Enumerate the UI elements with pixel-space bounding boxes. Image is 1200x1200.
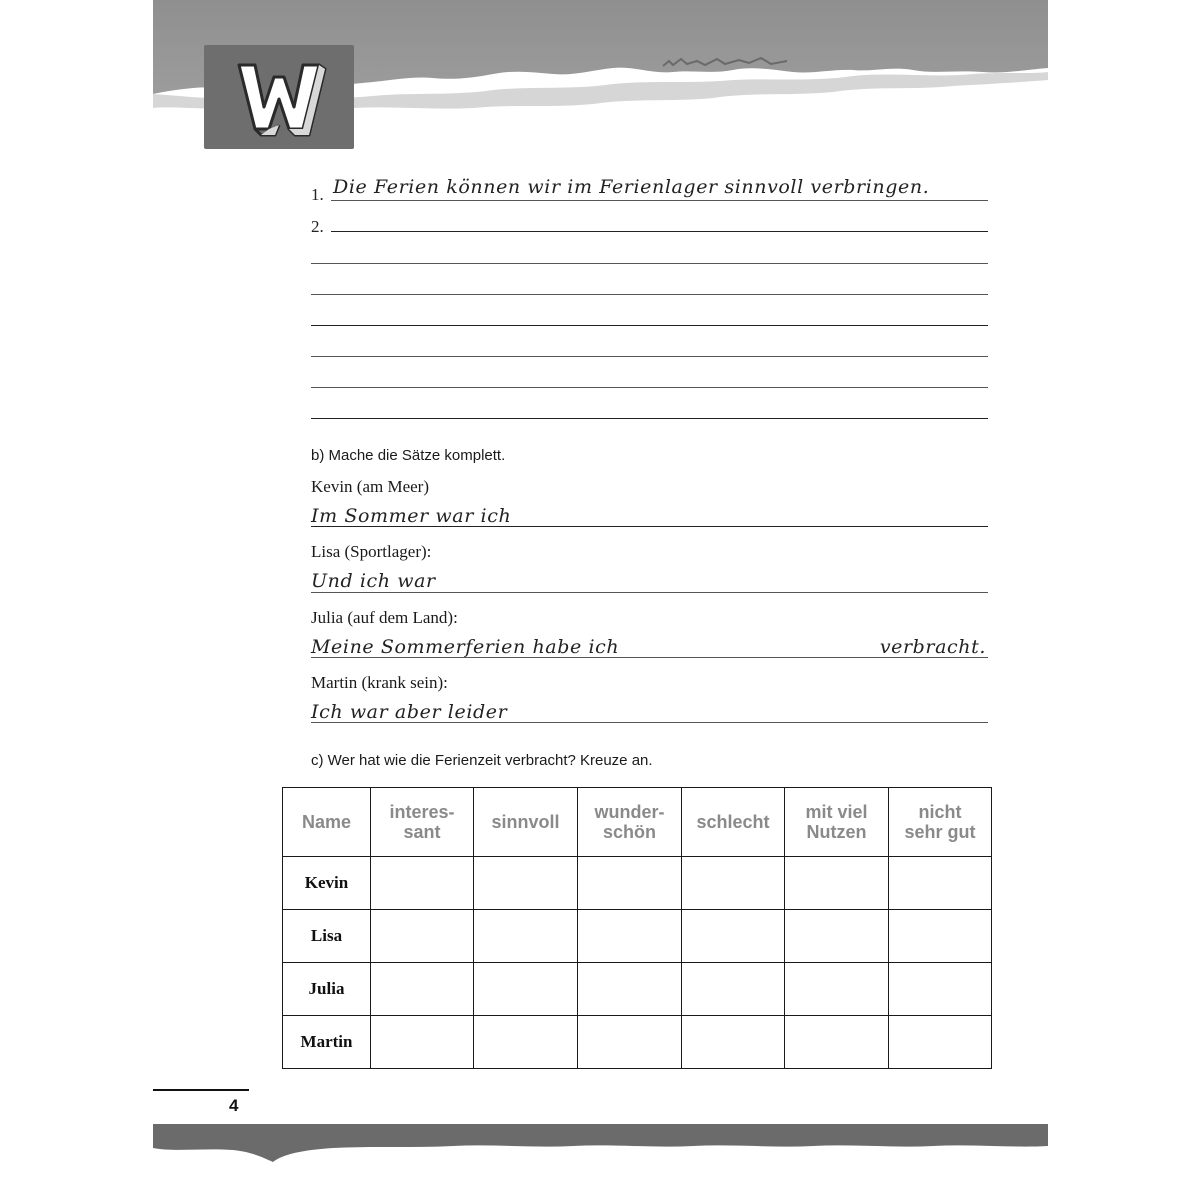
answer-line-1-text: Die Ferien können wir im Ferienlager sinnvoll verbringen. [333,176,930,198]
table-header-row [283,788,992,857]
header-mit-viel-nutzen: mit viel Nutzen [785,788,889,857]
answer-line-2[interactable] [331,231,988,232]
checkbox-cell[interactable] [474,857,578,910]
person-label-lisa: Lisa (Sportlager): [311,542,432,561]
w-letter-icon [231,55,327,139]
row-name-martin: Martin [283,1016,371,1069]
person-label-martin: Martin (krank sein): [311,673,448,692]
checkbox-cell[interactable] [578,857,682,910]
writing-line[interactable] [311,356,988,357]
checkbox-cell[interactable] [889,910,992,963]
checkbox-cell[interactable] [474,910,578,963]
checkbox-cell[interactable] [785,1016,889,1069]
header-nicht-sehr-gut: nicht sehr gut [889,788,992,857]
writing-line[interactable] [311,263,988,264]
answer-line-kevin[interactable] [311,526,988,527]
table-row [283,1016,992,1069]
row-name-kevin: Kevin [283,857,371,910]
person-label-kevin: Kevin (am Meer) [311,477,430,496]
checkbox-cell[interactable] [371,963,474,1016]
table-row [283,910,992,963]
answer-line-julia[interactable] [311,657,988,658]
checkbox-cell[interactable] [682,857,785,910]
footer-banner [153,1118,1048,1168]
answer-line-lisa[interactable] [311,592,988,593]
checkbox-cell[interactable] [578,963,682,1016]
sentence-end-julia: verbracht. [879,636,986,658]
checkbox-cell[interactable] [474,1016,578,1069]
checkbox-cell[interactable] [682,963,785,1016]
holiday-rating-table [282,787,992,1069]
writing-line[interactable] [311,325,988,326]
header-interessant: interes- sant [371,788,474,857]
answer-line-1[interactable] [331,200,988,201]
w-logo [204,45,354,149]
header-sinnvoll: sinnvoll [474,788,578,857]
checkbox-cell[interactable] [785,857,889,910]
sentence-start-julia: Meine Sommerferien habe ich [311,636,620,658]
instruction-c: c) Wer hat wie die Ferienzeit verbracht? Kreuze an. [311,752,653,769]
checkbox-cell[interactable] [371,910,474,963]
line-number-1: 1. [311,185,324,204]
checkbox-cell[interactable] [682,910,785,963]
table-row [283,963,992,1016]
table-row [283,857,992,910]
checkbox-cell[interactable] [785,963,889,1016]
workbook-page [153,0,1048,1200]
answer-line-martin[interactable] [311,722,988,723]
line-number-2: 2. [311,217,324,236]
header-schlecht: schlecht [682,788,785,857]
writing-line[interactable] [311,418,988,419]
checkbox-cell[interactable] [578,910,682,963]
checkbox-cell[interactable] [889,857,992,910]
instruction-b: b) Mache die Sätze komplett. [311,447,506,464]
checkbox-cell[interactable] [578,1016,682,1069]
row-name-julia: Julia [283,963,371,1016]
sentence-start-lisa: Und ich war [311,570,436,592]
row-name-lisa: Lisa [283,910,371,963]
header-name: Name [283,788,371,857]
checkbox-cell[interactable] [889,963,992,1016]
checkbox-cell[interactable] [889,1016,992,1069]
page-number: 4 [229,1096,239,1115]
checkbox-cell[interactable] [785,910,889,963]
person-label-julia: Julia (auf dem Land): [311,608,458,627]
checkbox-cell[interactable] [371,1016,474,1069]
checkbox-cell[interactable] [474,963,578,1016]
sentence-start-martin: Ich war aber leider [311,701,508,723]
sentence-start-kevin: Im Sommer war ich [311,505,512,527]
checkbox-cell[interactable] [682,1016,785,1069]
header-wunderschoen: wunder- schön [578,788,682,857]
writing-line[interactable] [311,294,988,295]
writing-line[interactable] [311,387,988,388]
checkbox-cell[interactable] [371,857,474,910]
page-number-rule [153,1089,249,1091]
